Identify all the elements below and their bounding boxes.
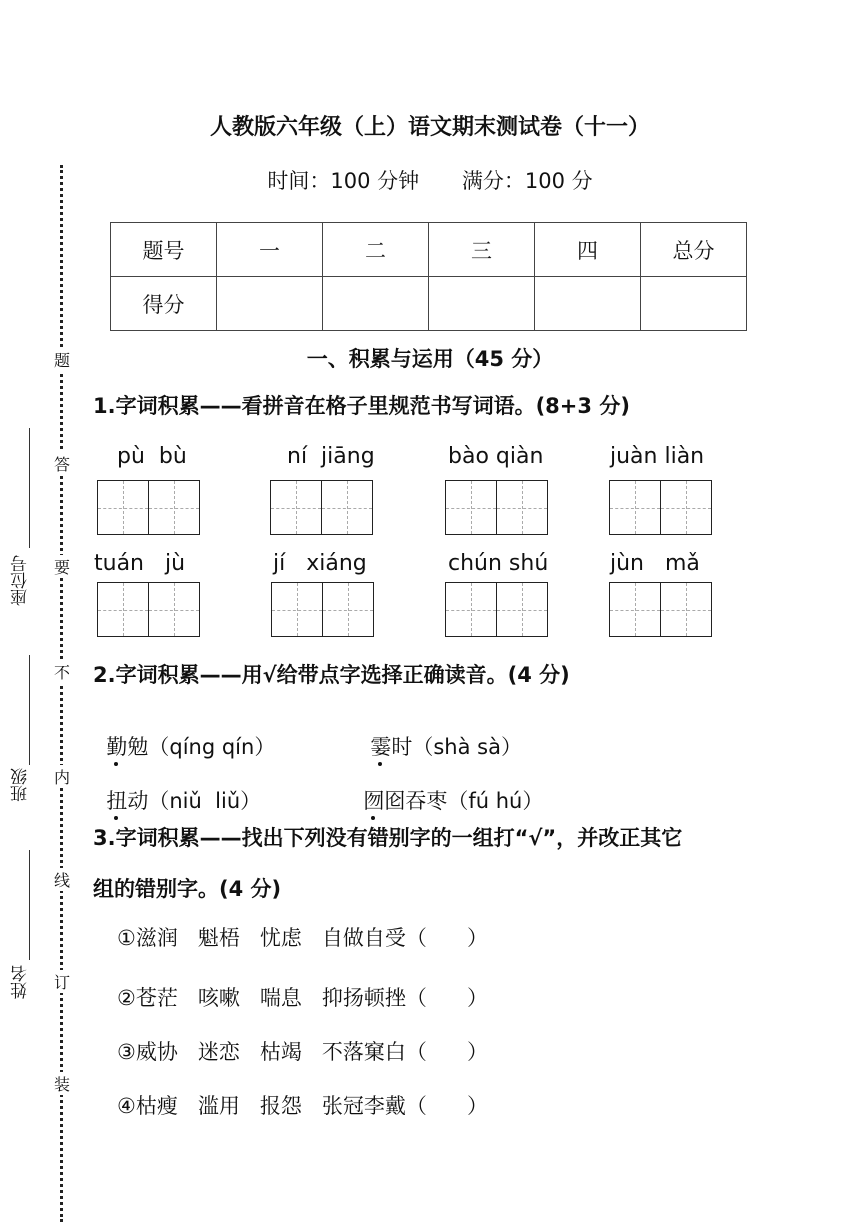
answer-option[interactable]: ④枯瘦 滥用 报怨 张冠李戴（ ） bbox=[117, 1094, 488, 1118]
grid-cell[interactable] bbox=[661, 481, 711, 534]
answer-option[interactable]: ③威协 迷恋 枯竭 不落窠白（ ） bbox=[117, 1040, 488, 1064]
pinyin-label: chún shú bbox=[448, 551, 549, 576]
score-cell[interactable] bbox=[323, 277, 429, 331]
reading-options: 勉（qíng qín） bbox=[127, 735, 276, 759]
grid-cell[interactable] bbox=[497, 583, 547, 636]
question-3: 3.字词积累——找出下列没有错别字的一组打“√”，并改正其它 bbox=[93, 826, 683, 850]
dotted-char-text: 霎 bbox=[370, 735, 392, 759]
margin-char: 要 bbox=[52, 555, 72, 578]
reading-options: 动（niǔ liǔ） bbox=[127, 789, 262, 813]
dotted-char bbox=[363, 785, 384, 815]
reading-choice[interactable] bbox=[93, 761, 261, 815]
score-cell[interactable] bbox=[641, 277, 747, 331]
dotted-char bbox=[370, 731, 391, 761]
time-label: 时间：100 分钟 bbox=[267, 169, 420, 193]
score-header-cell: 四 bbox=[535, 223, 641, 277]
grid-cell[interactable] bbox=[271, 481, 322, 534]
reading-choice[interactable] bbox=[350, 761, 543, 815]
margin-char: 题 bbox=[52, 348, 72, 371]
reading-options: 囵吞枣（fú hú） bbox=[384, 789, 544, 813]
pinyin-label: juàn liàn bbox=[610, 444, 705, 469]
writing-grid[interactable] bbox=[97, 582, 200, 637]
grid-cell[interactable] bbox=[322, 481, 372, 534]
reading-choice[interactable] bbox=[357, 707, 522, 761]
class-label: 班级 bbox=[11, 768, 31, 802]
dotted-char bbox=[106, 785, 127, 815]
margin-char: 订 bbox=[52, 970, 72, 993]
margin-char: 答 bbox=[52, 452, 72, 475]
grid-cell[interactable] bbox=[446, 583, 497, 636]
pinyin-label: tuán jù bbox=[94, 551, 186, 576]
score-cell[interactable] bbox=[217, 277, 323, 331]
score-table-header-row bbox=[111, 223, 747, 277]
score-cell[interactable] bbox=[429, 277, 535, 331]
margin-char: 装 bbox=[52, 1072, 72, 1095]
writing-grid[interactable] bbox=[445, 480, 548, 535]
margin-char: 不 bbox=[52, 660, 72, 683]
grid-cell[interactable] bbox=[610, 583, 661, 636]
writing-grid[interactable] bbox=[445, 582, 548, 637]
writing-grid[interactable] bbox=[270, 480, 373, 535]
emphasis-dot bbox=[114, 816, 118, 820]
seat-number-field[interactable] bbox=[29, 428, 30, 548]
grid-cell[interactable] bbox=[497, 481, 547, 534]
name-label: 姓名 bbox=[11, 965, 31, 999]
grid-cell[interactable] bbox=[149, 583, 199, 636]
pinyin-label: jí xiáng bbox=[273, 551, 367, 576]
dotted-char-text: 扭 bbox=[106, 789, 128, 813]
answer-option[interactable]: ②苍茫 咳嗽 喘息 抑扬顿挫（ ） bbox=[117, 986, 488, 1010]
score-header-cell: 题号 bbox=[111, 223, 217, 277]
grid-cell[interactable] bbox=[149, 481, 199, 534]
score-header-cell: 二 bbox=[323, 223, 429, 277]
dotted-char-text: 囫 bbox=[363, 789, 385, 813]
grid-cell[interactable] bbox=[272, 583, 323, 636]
writing-grid[interactable] bbox=[97, 480, 200, 535]
writing-grid[interactable] bbox=[609, 582, 712, 637]
dotted-char-text: 勤 bbox=[106, 735, 128, 759]
pinyin-label: jùn mǎ bbox=[610, 551, 700, 576]
page-title: 人教版六年级（上）语文期末测试卷（十一） bbox=[209, 115, 650, 140]
question-3-continued: 组的错别字。(4 分) bbox=[93, 877, 282, 901]
writing-grid[interactable] bbox=[271, 582, 374, 637]
total-score-label: 满分：100 分 bbox=[461, 169, 593, 193]
grid-cell[interactable] bbox=[446, 481, 497, 534]
class-field[interactable] bbox=[29, 655, 30, 765]
grid-cell[interactable] bbox=[661, 583, 711, 636]
binding-dotted-line bbox=[60, 165, 63, 1222]
margin-char: 线 bbox=[52, 868, 72, 891]
dotted-char bbox=[106, 731, 127, 761]
score-header-cell: 三 bbox=[429, 223, 535, 277]
question-2: 2.字词积累——用√给带点字选择正确读音。(4 分) bbox=[93, 663, 570, 687]
score-table-score-row bbox=[111, 277, 747, 331]
answer-option[interactable]: ①滋润 魁梧 忧虑 自做自受（ ） bbox=[117, 926, 488, 950]
score-row-label: 得分 bbox=[111, 277, 217, 331]
grid-cell[interactable] bbox=[323, 583, 373, 636]
writing-grid[interactable] bbox=[609, 480, 712, 535]
pinyin-label: ní jiāng bbox=[287, 444, 375, 469]
score-header-cell: 总分 bbox=[641, 223, 747, 277]
section-title: 一、积累与运用（45 分） bbox=[306, 347, 554, 371]
score-cell[interactable] bbox=[535, 277, 641, 331]
name-field[interactable] bbox=[29, 850, 30, 960]
margin-char: 内 bbox=[52, 765, 72, 788]
emphasis-dot bbox=[371, 816, 375, 820]
question-1: 1.字词积累——看拼音在格子里规范书写词语。(8+3 分) bbox=[93, 394, 630, 418]
score-header-cell: 一 bbox=[217, 223, 323, 277]
score-table bbox=[110, 222, 747, 331]
exam-info bbox=[0, 165, 860, 195]
grid-cell[interactable] bbox=[98, 583, 149, 636]
pinyin-label: bào qiàn bbox=[448, 444, 544, 469]
pinyin-label: pù bù bbox=[117, 444, 187, 469]
grid-cell[interactable] bbox=[610, 481, 661, 534]
grid-cell[interactable] bbox=[98, 481, 149, 534]
reading-choice[interactable] bbox=[93, 707, 275, 761]
reading-options: 时（shà sà） bbox=[391, 735, 522, 759]
seat-number-label: 座位号 bbox=[11, 555, 31, 606]
